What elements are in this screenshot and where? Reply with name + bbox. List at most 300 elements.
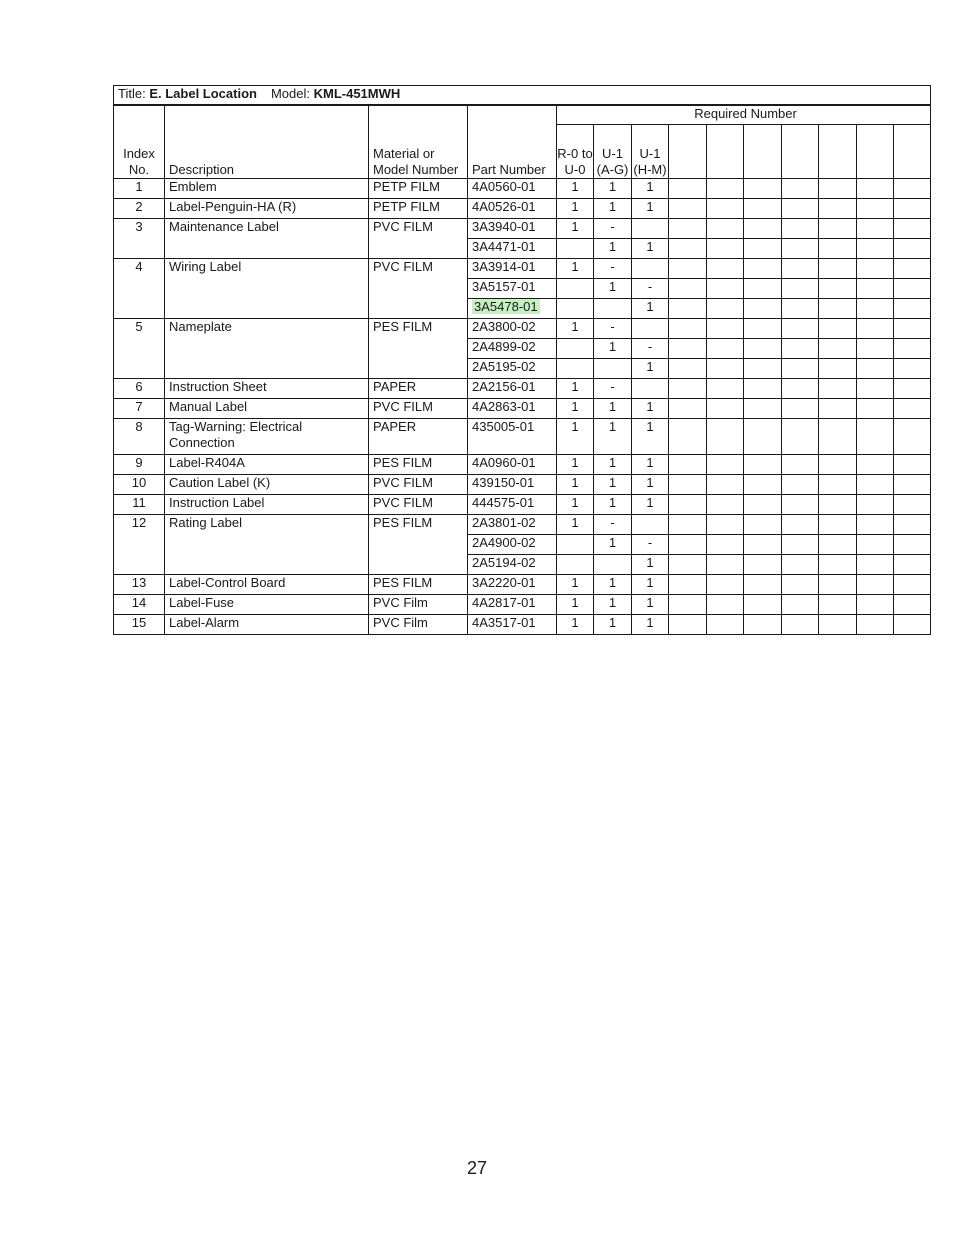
part-number-text: 3A5478-01 [474, 299, 538, 314]
empty-cell [894, 299, 931, 319]
empty-cell [782, 319, 819, 339]
quantity-cell: 1 [632, 615, 669, 635]
empty-cell [707, 359, 744, 379]
empty-cell [819, 495, 857, 515]
material-cell: PES FILM [369, 515, 468, 575]
empty-cell [857, 475, 894, 495]
page-number: 27 [466, 1158, 488, 1178]
table-row [114, 615, 931, 635]
table-row [114, 179, 931, 199]
empty-cell [707, 259, 744, 279]
empty-cell [744, 299, 782, 319]
empty-cell [819, 359, 857, 379]
empty-header [669, 125, 707, 179]
empty-cell [782, 575, 819, 595]
quantity-cell: 1 [594, 279, 632, 299]
empty-header [782, 125, 819, 179]
empty-header [894, 125, 931, 179]
label-location-table [113, 85, 931, 635]
quantity-cell [632, 379, 669, 399]
empty-cell [894, 399, 931, 419]
empty-cell [782, 379, 819, 399]
empty-cell [744, 279, 782, 299]
empty-cell [707, 595, 744, 615]
part-number-cell [468, 595, 557, 615]
empty-cell [894, 339, 931, 359]
empty-cell [782, 399, 819, 419]
part-number-text: 2A4899-02 [472, 339, 536, 354]
table-row [114, 199, 931, 219]
description-cell: Label-Fuse [165, 595, 369, 615]
empty-cell [669, 535, 707, 555]
empty-cell [744, 575, 782, 595]
index-cell: 5 [114, 319, 165, 379]
description-cell: Caution Label (K) [165, 475, 369, 495]
empty-cell [894, 219, 931, 239]
empty-cell [707, 299, 744, 319]
empty-cell [744, 219, 782, 239]
part-number-cell [468, 615, 557, 635]
empty-cell [707, 615, 744, 635]
empty-cell [782, 419, 819, 455]
part-number-cell [468, 339, 557, 359]
material-cell: PVC FILM [369, 475, 468, 495]
part-number-text: 4A0560-01 [472, 179, 536, 194]
part-number-text: 444575-01 [472, 495, 535, 510]
empty-header [744, 125, 782, 179]
empty-cell [707, 455, 744, 475]
empty-cell [857, 455, 894, 475]
quantity-cell: 1 [594, 239, 632, 259]
empty-cell [894, 379, 931, 399]
empty-cell [819, 455, 857, 475]
index-cell: 15 [114, 615, 165, 635]
table-row [114, 399, 931, 419]
quantity-cell: 1 [557, 495, 594, 515]
empty-cell [819, 319, 857, 339]
part-number-text: 435005-01 [472, 419, 535, 434]
empty-cell [707, 515, 744, 535]
quantity-cell: - [594, 319, 632, 339]
material-header: Material or Model Number [369, 105, 468, 179]
empty-cell [782, 615, 819, 635]
description-cell: Manual Label [165, 399, 369, 419]
part-number-text: 2A3801-02 [472, 515, 536, 530]
empty-cell [857, 339, 894, 359]
empty-cell [819, 419, 857, 455]
quantity-cell: 1 [557, 399, 594, 419]
quantity-cell: 1 [632, 239, 669, 259]
quantity-cell: 1 [594, 339, 632, 359]
empty-cell [857, 319, 894, 339]
empty-cell [894, 495, 931, 515]
empty-cell [782, 259, 819, 279]
empty-cell [894, 179, 931, 199]
index-cell: 11 [114, 495, 165, 515]
empty-cell [744, 615, 782, 635]
quantity-cell: - [594, 379, 632, 399]
part-number-header: Part Number [468, 105, 557, 179]
part-number-text: 4A2863-01 [472, 399, 536, 414]
part-number-text: 439150-01 [472, 475, 535, 490]
empty-cell [707, 319, 744, 339]
empty-cell [819, 199, 857, 219]
description-cell: Tag-Warning: Electrical Connection [165, 419, 369, 455]
quantity-cell: 1 [557, 615, 594, 635]
part-number-cell [468, 399, 557, 419]
table-row [114, 515, 931, 535]
empty-cell [857, 575, 894, 595]
material-cell: PVC FILM [369, 259, 468, 319]
empty-cell [782, 595, 819, 615]
empty-header [819, 125, 857, 179]
part-number-cell [468, 555, 557, 575]
quantity-cell: 1 [632, 199, 669, 219]
index-cell: 13 [114, 575, 165, 595]
empty-cell [894, 475, 931, 495]
model-label: Model: [270, 86, 310, 101]
empty-cell [669, 595, 707, 615]
part-number-cell [468, 279, 557, 299]
description-cell: Maintenance Label [165, 219, 369, 259]
index-cell: 12 [114, 515, 165, 575]
part-number-text: 4A2817-01 [472, 595, 536, 610]
empty-cell [669, 299, 707, 319]
empty-cell [669, 179, 707, 199]
empty-cell [782, 555, 819, 575]
material-cell: PVC FILM [369, 495, 468, 515]
empty-cell [707, 239, 744, 259]
quantity-cell: 1 [557, 179, 594, 199]
empty-cell [857, 259, 894, 279]
empty-cell [669, 259, 707, 279]
empty-cell [857, 379, 894, 399]
empty-cell [782, 535, 819, 555]
table-row [114, 475, 931, 495]
empty-cell [744, 595, 782, 615]
quantity-cell: 1 [632, 299, 669, 319]
material-cell: PETP FILM [369, 179, 468, 199]
table-row [114, 419, 931, 455]
material-cell: PETP FILM [369, 199, 468, 219]
empty-cell [744, 555, 782, 575]
quantity-cell: 1 [594, 399, 632, 419]
empty-cell [857, 535, 894, 555]
quantity-cell: 1 [632, 399, 669, 419]
empty-cell [669, 615, 707, 635]
part-number-cell [468, 319, 557, 339]
quantity-cell: 1 [594, 419, 632, 455]
part-number-cell [468, 299, 557, 319]
quantity-cell: 1 [557, 379, 594, 399]
empty-cell [744, 475, 782, 495]
quantity-cell: 1 [557, 219, 594, 239]
description-cell: Label-Penguin-HA (R) [165, 199, 369, 219]
empty-cell [857, 399, 894, 419]
material-cell: PES FILM [369, 575, 468, 595]
empty-cell [707, 475, 744, 495]
quantity-cell: 1 [557, 419, 594, 455]
empty-cell [819, 615, 857, 635]
empty-cell [894, 575, 931, 595]
empty-cell [857, 595, 894, 615]
quantity-cell: - [594, 219, 632, 239]
quantity-cell [557, 359, 594, 379]
material-cell: PES FILM [369, 319, 468, 379]
description-cell: Rating Label [165, 515, 369, 575]
description-cell: Nameplate [165, 319, 369, 379]
table-body [114, 179, 931, 635]
empty-cell [857, 515, 894, 535]
empty-cell [744, 399, 782, 419]
empty-cell [669, 239, 707, 259]
empty-cell [894, 515, 931, 535]
empty-cell [744, 199, 782, 219]
part-number-text: 2A3800-02 [472, 319, 536, 334]
empty-cell [857, 239, 894, 259]
description-cell: Label-R404A [165, 455, 369, 475]
index-cell: 9 [114, 455, 165, 475]
quantity-cell [557, 239, 594, 259]
empty-cell [857, 555, 894, 575]
empty-cell [782, 339, 819, 359]
index-cell: 14 [114, 595, 165, 615]
empty-cell [819, 179, 857, 199]
quantity-cell [632, 219, 669, 239]
title-label: Title: [118, 86, 146, 101]
part-number-text: 3A3914-01 [472, 259, 536, 274]
part-number-cell [468, 359, 557, 379]
quantity-cell [594, 555, 632, 575]
part-number-cell [468, 535, 557, 555]
part-number-cell [468, 259, 557, 279]
index-cell: 1 [114, 179, 165, 199]
empty-cell [857, 199, 894, 219]
quantity-cell: 1 [632, 495, 669, 515]
part-number-text: 4A0526-01 [472, 199, 536, 214]
empty-cell [707, 379, 744, 399]
part-number-cell [468, 379, 557, 399]
empty-cell [782, 219, 819, 239]
quantity-cell [632, 319, 669, 339]
part-number-cell [468, 219, 557, 239]
empty-cell [669, 515, 707, 535]
quantity-cell [632, 515, 669, 535]
part-number-text: 3A5157-01 [472, 279, 536, 294]
empty-cell [669, 399, 707, 419]
part-number-text: 2A5195-02 [472, 359, 536, 374]
empty-cell [669, 359, 707, 379]
empty-cell [894, 535, 931, 555]
part-number-cell [468, 239, 557, 259]
table-row [114, 319, 931, 339]
index-cell: 10 [114, 475, 165, 495]
empty-cell [669, 495, 707, 515]
table-row [114, 259, 931, 279]
quantity-cell: - [632, 535, 669, 555]
quantity-cell: 1 [557, 455, 594, 475]
empty-cell [782, 359, 819, 379]
empty-cell [857, 359, 894, 379]
quantity-cell: 1 [594, 595, 632, 615]
empty-cell [819, 239, 857, 259]
description-cell: Label-Control Board [165, 575, 369, 595]
material-cell: PVC FILM [369, 399, 468, 419]
quantity-cell [557, 279, 594, 299]
part-number-text: 3A2220-01 [472, 575, 536, 590]
quantity-cell: 1 [594, 179, 632, 199]
empty-cell [669, 319, 707, 339]
quantity-cell: - [594, 259, 632, 279]
quantity-cell [557, 339, 594, 359]
empty-cell [894, 199, 931, 219]
quantity-cell: 1 [632, 555, 669, 575]
description-cell: Label-Alarm [165, 615, 369, 635]
part-number-text: 4A3517-01 [472, 615, 536, 630]
empty-cell [819, 299, 857, 319]
quantity-cell [557, 535, 594, 555]
empty-cell [707, 179, 744, 199]
part-number-cell [468, 475, 557, 495]
empty-cell [819, 595, 857, 615]
quantity-cell: - [594, 515, 632, 535]
empty-cell [744, 455, 782, 475]
empty-cell [819, 219, 857, 239]
empty-cell [894, 615, 931, 635]
quantity-cell: 1 [594, 615, 632, 635]
empty-cell [819, 535, 857, 555]
empty-cell [782, 475, 819, 495]
empty-header [857, 125, 894, 179]
empty-cell [669, 455, 707, 475]
quantity-cell: 1 [557, 475, 594, 495]
part-number-cell [468, 575, 557, 595]
empty-cell [782, 179, 819, 199]
empty-cell [669, 339, 707, 359]
empty-cell [744, 259, 782, 279]
description-cell: Wiring Label [165, 259, 369, 319]
empty-cell [857, 279, 894, 299]
empty-cell [707, 199, 744, 219]
table-row [114, 379, 931, 399]
empty-cell [744, 379, 782, 399]
empty-cell [857, 219, 894, 239]
empty-cell [819, 279, 857, 299]
empty-cell [819, 379, 857, 399]
quantity-cell: 1 [632, 455, 669, 475]
quantity-cell: 1 [632, 419, 669, 455]
empty-cell [857, 179, 894, 199]
quantity-cell: 1 [632, 475, 669, 495]
empty-cell [669, 379, 707, 399]
index-cell: 7 [114, 399, 165, 419]
empty-cell [819, 555, 857, 575]
empty-cell [894, 279, 931, 299]
part-number-cell [468, 199, 557, 219]
table-row [114, 495, 931, 515]
empty-cell [894, 595, 931, 615]
empty-cell [669, 475, 707, 495]
empty-cell [707, 575, 744, 595]
part-number-text: 2A4900-02 [472, 535, 536, 550]
empty-cell [707, 219, 744, 239]
quantity-cell: 1 [632, 179, 669, 199]
empty-cell [819, 399, 857, 419]
empty-cell [819, 259, 857, 279]
index-cell: 4 [114, 259, 165, 319]
part-number-text: 3A4471-01 [472, 239, 536, 254]
empty-cell [744, 419, 782, 455]
part-number-cell [468, 455, 557, 475]
empty-cell [894, 319, 931, 339]
empty-cell [707, 279, 744, 299]
material-cell: PVC Film [369, 595, 468, 615]
empty-cell [744, 359, 782, 379]
empty-cell [819, 475, 857, 495]
material-cell: PES FILM [369, 455, 468, 475]
quantity-cell: - [632, 339, 669, 359]
part-number-text: 3A3940-01 [472, 219, 536, 234]
quantity-cell [632, 259, 669, 279]
index-cell: 8 [114, 419, 165, 455]
empty-cell [707, 419, 744, 455]
empty-cell [744, 179, 782, 199]
title-value: E. Label Location [149, 86, 257, 101]
empty-cell [782, 199, 819, 219]
empty-cell [744, 535, 782, 555]
quantity-cell: 1 [594, 455, 632, 475]
material-cell: PVC Film [369, 615, 468, 635]
empty-cell [707, 555, 744, 575]
quantity-cell: 1 [594, 475, 632, 495]
quantity-cell: 1 [594, 495, 632, 515]
empty-cell [819, 515, 857, 535]
empty-cell [819, 339, 857, 359]
part-number-cell [468, 495, 557, 515]
part-number-text: 4A0960-01 [472, 455, 536, 470]
quantity-cell: 1 [594, 575, 632, 595]
empty-header [707, 125, 744, 179]
table-row [114, 595, 931, 615]
empty-cell [894, 419, 931, 455]
index-header: Index No. [114, 105, 165, 179]
quantity-cell: 1 [594, 199, 632, 219]
empty-cell [782, 495, 819, 515]
quantity-cell [594, 359, 632, 379]
model-value: KML-451MWH [313, 86, 401, 101]
description-cell: Instruction Sheet [165, 379, 369, 399]
empty-cell [744, 515, 782, 535]
part-number-text: 2A5194-02 [472, 555, 536, 570]
empty-cell [744, 319, 782, 339]
quantity-cell: 1 [557, 595, 594, 615]
quantity-cell: 1 [632, 575, 669, 595]
empty-cell [707, 495, 744, 515]
part-number-cell [468, 179, 557, 199]
quantity-cell [557, 555, 594, 575]
empty-cell [707, 339, 744, 359]
table-row [114, 455, 931, 475]
empty-cell [894, 359, 931, 379]
material-cell: PVC FILM [369, 219, 468, 259]
part-number-cell [468, 419, 557, 455]
description-cell: Instruction Label [165, 495, 369, 515]
empty-cell [707, 399, 744, 419]
part-number-text: 2A2156-01 [472, 379, 536, 394]
empty-cell [894, 239, 931, 259]
empty-cell [669, 575, 707, 595]
empty-cell [894, 555, 931, 575]
